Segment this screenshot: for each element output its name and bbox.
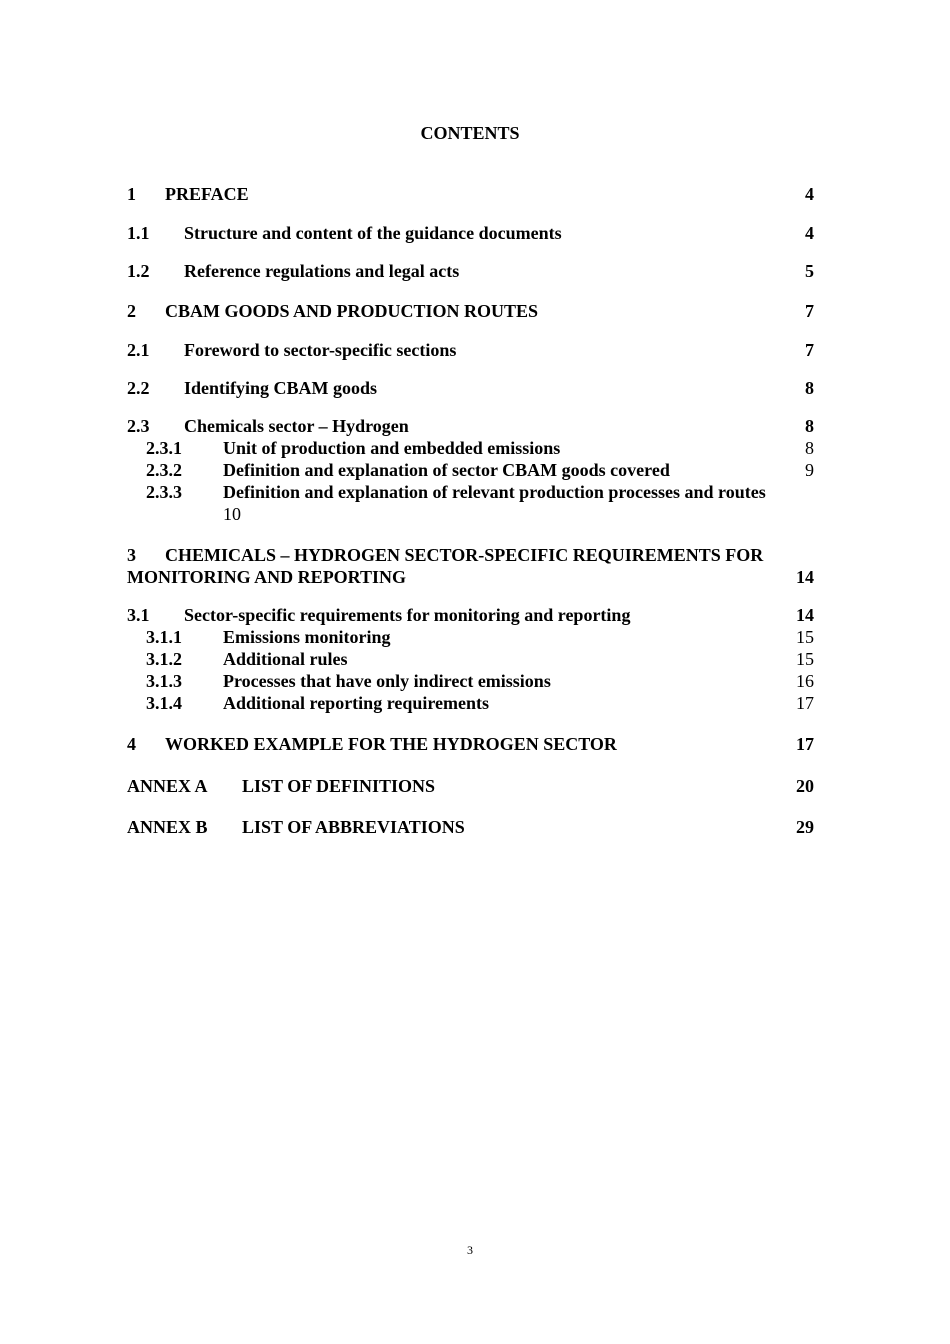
toc-entry-2-2[interactable] — [127, 377, 814, 399]
toc-page: 4 — [805, 184, 814, 204]
page-number: 3 — [467, 1243, 473, 1257]
toc-title: PREFACE — [165, 184, 249, 204]
toc-title: Additional rules — [223, 649, 348, 669]
toc-number: 2.1 — [127, 340, 150, 360]
toc-entry-1[interactable] — [127, 183, 814, 205]
toc-title: CBAM GOODS AND PRODUCTION ROUTES — [165, 301, 539, 321]
toc-page: 7 — [805, 340, 814, 360]
toc-entry-2-3-3[interactable] — [127, 481, 814, 503]
toc-title: Reference regulations and legal acts — [184, 261, 460, 281]
toc-title: Structure and content of the guidance documents — [184, 223, 562, 243]
toc-entry-1-2[interactable] — [127, 260, 814, 282]
toc-entry-2-3-2[interactable] — [127, 459, 814, 481]
toc-entry-1-1[interactable] — [127, 222, 814, 244]
toc-number: 3.1 — [127, 605, 150, 625]
toc-title: Foreword to sector-specific sections — [184, 340, 457, 360]
toc-title: Sector-specific requirements for monitoring and reporting — [184, 605, 631, 625]
toc-title: Processes that have only indirect emissions — [223, 671, 551, 691]
toc-title: Identifying CBAM goods — [184, 378, 378, 398]
toc-page: 14 — [796, 605, 814, 625]
toc-number: 3.1.2 — [146, 649, 182, 669]
toc-entry-3-1[interactable] — [127, 604, 814, 626]
toc-number: 2.3 — [127, 416, 150, 436]
toc-title: LIST OF DEFINITIONS — [242, 776, 436, 796]
toc-title: Additional reporting requirements — [223, 693, 490, 713]
toc-number: 2.3.2 — [146, 460, 182, 480]
toc-number: 2.2 — [127, 378, 150, 398]
toc-title: LIST OF ABBREVIATIONS — [242, 817, 465, 837]
toc-number: 3.1.3 — [146, 671, 182, 691]
toc-page: 16 — [796, 671, 814, 691]
toc-number: 2.3.1 — [146, 438, 182, 458]
toc-page: 20 — [796, 776, 814, 796]
toc-page: 8 — [805, 378, 814, 398]
toc-title: WORKED EXAMPLE FOR THE HYDROGEN SECTOR — [165, 734, 617, 754]
toc-entry-3-1-2[interactable] — [127, 648, 814, 670]
toc-entry-annex-b[interactable] — [127, 816, 814, 838]
toc-page: 15 — [796, 627, 814, 647]
toc-number: 4 — [127, 734, 136, 754]
toc-page: 7 — [805, 301, 814, 321]
toc-page: 8 — [805, 438, 814, 458]
toc-title: Chemicals sector – Hydrogen — [184, 416, 409, 436]
toc-page: 8 — [805, 416, 814, 436]
toc-page-wrapped[interactable]: 10 — [223, 504, 241, 524]
toc-page: 15 — [796, 649, 814, 669]
toc-entry-3-1-3[interactable] — [127, 670, 814, 692]
toc-number: 2 — [127, 301, 136, 321]
toc-title: Definition and explanation of relevant production processes and routes — [223, 482, 766, 502]
toc-number: 1 — [127, 184, 136, 204]
toc-page: 9 — [805, 460, 814, 480]
toc-entry-4[interactable] — [127, 733, 814, 755]
toc-title: Definition and explanation of sector CBAM goods covered — [223, 460, 670, 480]
toc-title: Unit of production and embedded emissions — [223, 438, 561, 458]
toc-number: 3.1.4 — [146, 693, 182, 713]
toc-title-line-1: CHEMICALS – HYDROGEN SECTOR-SPECIFIC REQUIREMENTS FOR — [165, 545, 764, 565]
toc-title: Emissions monitoring — [223, 627, 391, 647]
toc-page: 29 — [796, 817, 814, 837]
toc-entry-3-1-4[interactable] — [127, 692, 814, 714]
toc-page: 17 — [796, 693, 814, 713]
toc-number: 2.3.3 — [146, 482, 182, 502]
toc-number: 3 — [127, 545, 136, 565]
toc-number: 3.1.1 — [146, 627, 182, 647]
page-title: CONTENTS — [420, 123, 520, 143]
toc-entry-2[interactable] — [127, 300, 814, 322]
toc-entry-2-3[interactable] — [127, 415, 814, 437]
toc-number: 1.2 — [127, 261, 150, 281]
toc-title-line-2: MONITORING AND REPORTING — [127, 567, 407, 587]
toc-page: 14 — [796, 567, 814, 587]
toc-entry-3-continued[interactable] — [127, 566, 814, 588]
toc-entry-2-1[interactable] — [127, 339, 814, 361]
toc-entry-3[interactable] — [127, 544, 814, 566]
toc-entry-annex-a[interactable] — [127, 775, 814, 797]
toc-page: 4 — [805, 223, 814, 243]
toc-page: 17 — [796, 734, 814, 754]
toc-page: 5 — [805, 261, 814, 281]
toc-number: ANNEX A — [127, 776, 208, 796]
toc-number: 1.1 — [127, 223, 150, 243]
toc-entry-2-3-1[interactable] — [127, 437, 814, 459]
toc-entry-3-1-1[interactable] — [127, 626, 814, 648]
toc-number: ANNEX B — [127, 817, 208, 837]
